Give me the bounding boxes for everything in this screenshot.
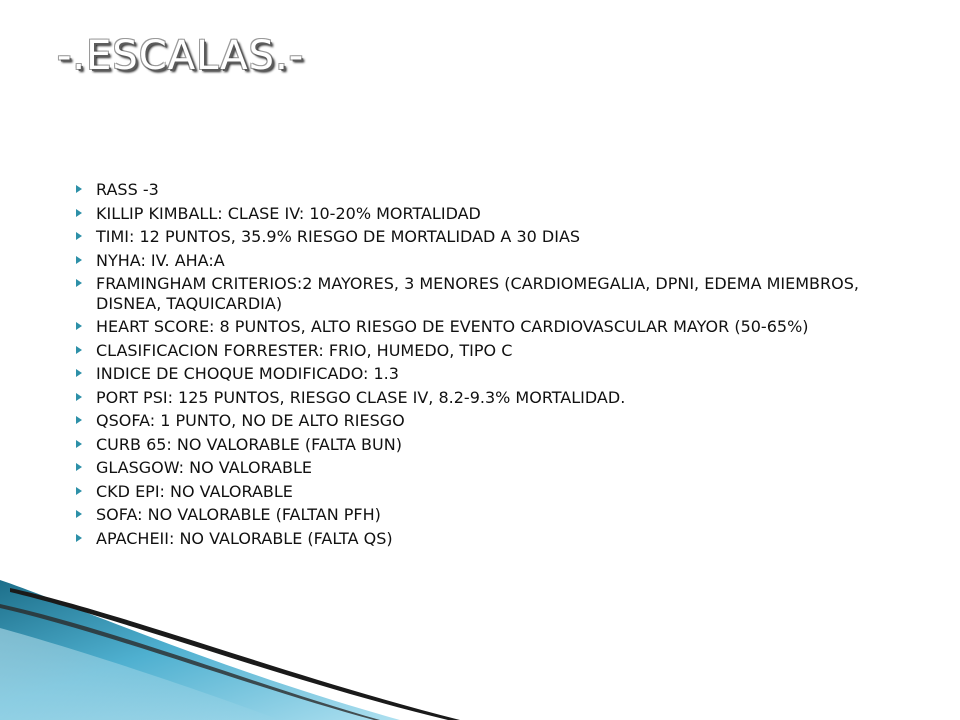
- list-item: [76, 274, 926, 313]
- bullet-text: RASS -3: [96, 180, 159, 199]
- list-item: [76, 317, 926, 337]
- bullet-arrow-icon: [76, 279, 82, 287]
- corner-swoosh-decoration: [0, 580, 960, 720]
- list-item: [76, 435, 926, 455]
- bullet-arrow-icon: [76, 440, 82, 448]
- bullet-text: GLASGOW: NO VALORABLE: [96, 458, 312, 477]
- list-item: [76, 388, 926, 408]
- bullet-text: TIMI: 12 PUNTOS, 35.9% RIESGO DE MORTALIDAD A 30 DIAS: [96, 227, 581, 246]
- bullet-text: SOFA: NO VALORABLE (FALTAN PFH): [96, 505, 381, 524]
- bullet-text: APACHEII: NO VALORABLE (FALTA QS): [96, 528, 393, 548]
- bullet-arrow-icon: [76, 487, 82, 495]
- bullet-text: CURB 65: NO VALORABLE (FALTA BUN): [96, 434, 402, 454]
- bullet-text: NYHA: IV. AHA:A: [96, 250, 225, 270]
- bullet-text: FRAMINGHAM CRITERIOS:2 MAYORES, 3 MENORES (CARDIOMEGALIA, DPNI, EDEMA MIEMBROS, DISNEA, TAQUICARDIA): [96, 274, 859, 313]
- bullet-arrow-icon: [76, 185, 82, 193]
- bullet-text: KILLIP KIMBALL: CLASE IV: 10-20% MORTALIDAD: [96, 203, 481, 223]
- list-item: [76, 411, 926, 431]
- bullet-arrow-icon: [76, 416, 82, 424]
- list-item: [76, 204, 926, 224]
- list-item: [76, 251, 926, 271]
- bullet-arrow-icon: [76, 369, 82, 377]
- bullet-arrow-icon: [76, 534, 82, 542]
- bullet-list: [76, 180, 926, 552]
- list-item: [76, 180, 926, 200]
- list-item: [76, 505, 926, 525]
- bullet-text: QSOFA: 1 PUNTO, NO DE ALTO RIESGO: [96, 411, 405, 430]
- bullet-arrow-icon: [76, 232, 82, 240]
- list-item: [76, 341, 926, 361]
- bullet-text: INDICE DE CHOQUE MODIFICADO: 1.3: [96, 364, 399, 383]
- bullet-text: CKD EPI: NO VALORABLE: [96, 481, 293, 501]
- list-item: [76, 482, 926, 502]
- list-item: [76, 227, 926, 247]
- bullet-arrow-icon: [76, 256, 82, 264]
- bullet-arrow-icon: [76, 346, 82, 354]
- bullet-arrow-icon: [76, 463, 82, 471]
- slide-title: -.ESCALAS.-: [57, 33, 305, 79]
- bullet-arrow-icon: [76, 510, 82, 518]
- list-item: [76, 458, 926, 478]
- bullet-arrow-icon: [76, 322, 82, 330]
- bullet-arrow-icon: [76, 393, 82, 401]
- bullet-arrow-icon: [76, 209, 82, 217]
- bullet-text: PORT PSI: 125 PUNTOS, RIESGO CLASE IV, 8.2-9.3% MORTALIDAD.: [96, 387, 626, 407]
- bullet-text: CLASIFICACION FORRESTER: FRIO, HUMEDO, TIPO C: [96, 340, 513, 360]
- list-item: [76, 364, 926, 384]
- list-item: [76, 529, 926, 549]
- bullet-text: HEART SCORE: 8 PUNTOS, ALTO RIESGO DE EVENTO CARDIOVASCULAR MAYOR (50-65%): [96, 317, 809, 336]
